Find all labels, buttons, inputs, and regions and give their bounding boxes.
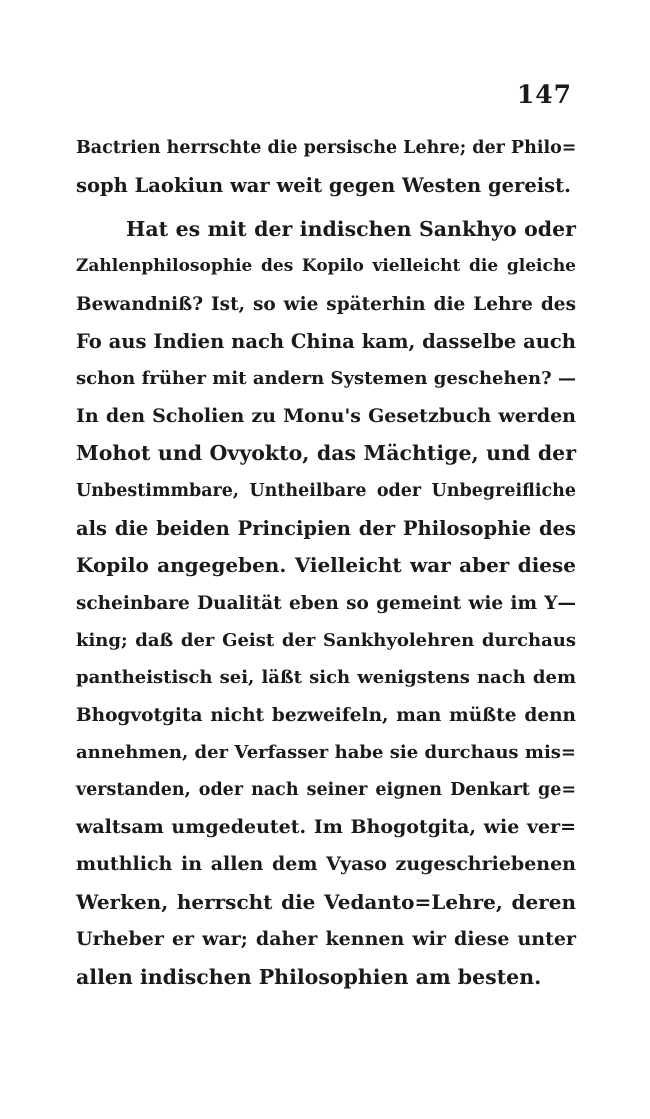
text-line: annehmen, der Verfasser habe sie durchaus mis= [76,742,576,764]
text-line: Hat es mit der indischen Sankhyo oder [126,216,576,241]
text-line: Urheber er war; daher kennen wir diese unter [76,928,576,951]
text-line: waltsam umgedeutet. Im Bhogotgita, wie ver= [76,816,576,839]
text-line: Bactrien herrschte die persische Lehre; der Philo= [76,138,577,158]
text-line: Werken, herrscht die Vedanto=Lehre, deren [76,889,576,914]
text-line: king; daß der Geist der Sankhyolehren durchaus [76,630,576,652]
text-line: schon früher mit andern Systemen geschehen? — [76,368,576,390]
text-line: Mohot und Ovyokto, das Mächtige, und der [76,441,576,466]
text-line: Unbestimmbare, Untheilbare oder Unbegreifliche [76,480,576,501]
text-line: scheinbare Dualität eben so gemeint wie im Y— [76,592,576,614]
text-line: Zahlenphilosophie des Kopilo vielleicht die gleiche [76,256,576,277]
text-line: muthlich in allen dem Vyaso zugeschriebenen [76,853,576,876]
text-line: pantheistisch sei, läßt sich wenigstens nach dem [76,667,576,689]
text-line: als die beiden Principien der Philosophie des [76,516,576,540]
page-number: 147 [516,80,572,109]
text-line: allen indischen Philosophien am besten. [76,964,542,989]
paragraph [76,130,576,205]
text-line: soph Laokiun war weit gegen Westen gereist. [76,174,571,198]
text-line: Bhogvotgita nicht bezweifeln, man müßte denn [76,704,576,726]
text-line: Fo aus Indien nach China kam, dasselbe auch [76,329,576,353]
body-text [76,130,576,996]
text-line: Bewandniß? Ist, so wie späterhin die Lehre des [76,293,576,315]
text-line: In den Scholien zu Monu's Gesetzbuch werden [76,404,576,427]
paragraph [76,211,576,996]
text-line: Kopilo angegeben. Vielleicht war aber diese [76,553,576,578]
text-line: verstanden, oder nach seiner eignen Denkart ge= [76,779,576,800]
